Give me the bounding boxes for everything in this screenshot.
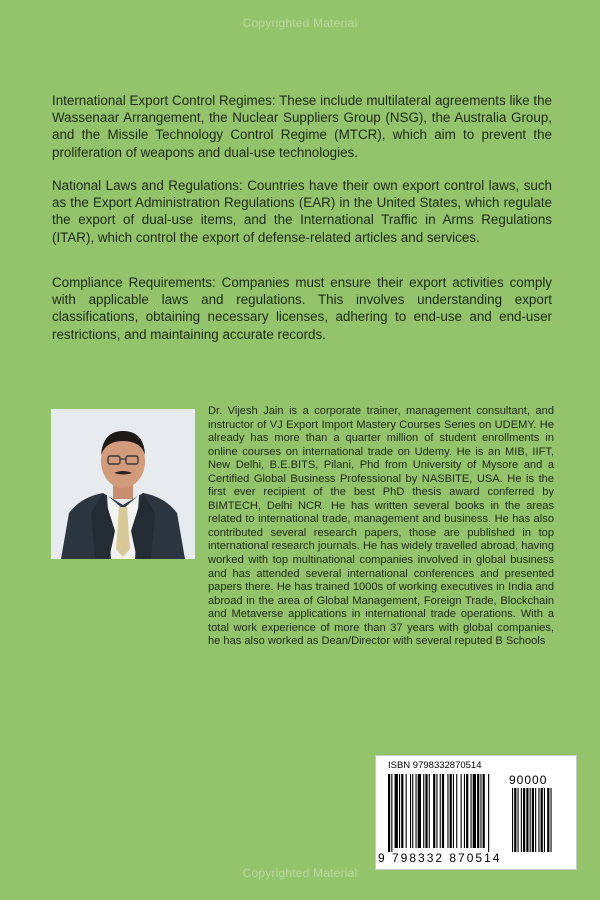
copyright-watermark-top: Copyrighted Material (242, 16, 358, 30)
isbn-label: ISBN 9798332870514 (388, 760, 482, 771)
barcode-digits: 9 798332 870514 (378, 851, 502, 865)
copyright-watermark-bottom: Copyrighted Material (242, 866, 358, 880)
isbn-barcode (375, 755, 577, 870)
price-code: 90000 (509, 773, 548, 787)
barcode-bars (388, 774, 572, 854)
author-portrait-image (51, 409, 195, 559)
paragraph-national-laws: National Laws and Regulations: Countries have their own export control laws, such as the Export Administration Regulations (EAR) in the United States, which regulate the export of dual-use items, and the International Traffic in Arms Regulations (ITAR), which control the export of defense-related articles and services. (52, 178, 552, 245)
author-photo (51, 409, 195, 559)
author-bio: Dr. Vijesh Jain is a corporate trainer, management consultant, and instructor of VJ Export Import Mastery Courses Series on UDEMY. He already has more than a quarter million of student enrollments in online courses on international trade on Udemy. He is an MIB, IIFT, New Delhi, B.E.BITS, Pilani, Phd from University of Mysore and a Certified Global Business Professional by NASBITE, USA. He is the first ever recipient of the best PhD thesis award conferred by BIMTECH, Delhi NCR. He has written several books in the areas related to international trade, management and business. He has also contributed several research papers, those are published in top international research journals. He has widely travelled abroad, having worked with top multinational companies involved in global business and has attended several international conferences and presented papers there. He has trained 1000s of working executives in India and abroad in the area of Global Management, Foreign Trade, Blockchain and Metaverse applications in international trade operations. With a total work experience of more than 37 years with global companies, he has also worked as Dean/Director with several reputed B Schools (208, 405, 554, 648)
paragraph-export-control-regimes: International Export Control Regimes: These include multilateral agreements like the Wassenaar Arrangement, the Nuclear Suppliers Group (NSG), the Australia Group, and the Missile Technology Control Regime (MTCR), which aim to prevent the proliferation of weapons and dual-use technologies. (52, 93, 552, 160)
paragraph-compliance-requirements: Compliance Requirements: Companies must ensure their export activities comply with applicable laws and regulations. This involves understanding export classifications, obtaining necessary licenses, adhering to end-use and end-user restrictions, and maintaining accurate records. (52, 275, 552, 342)
